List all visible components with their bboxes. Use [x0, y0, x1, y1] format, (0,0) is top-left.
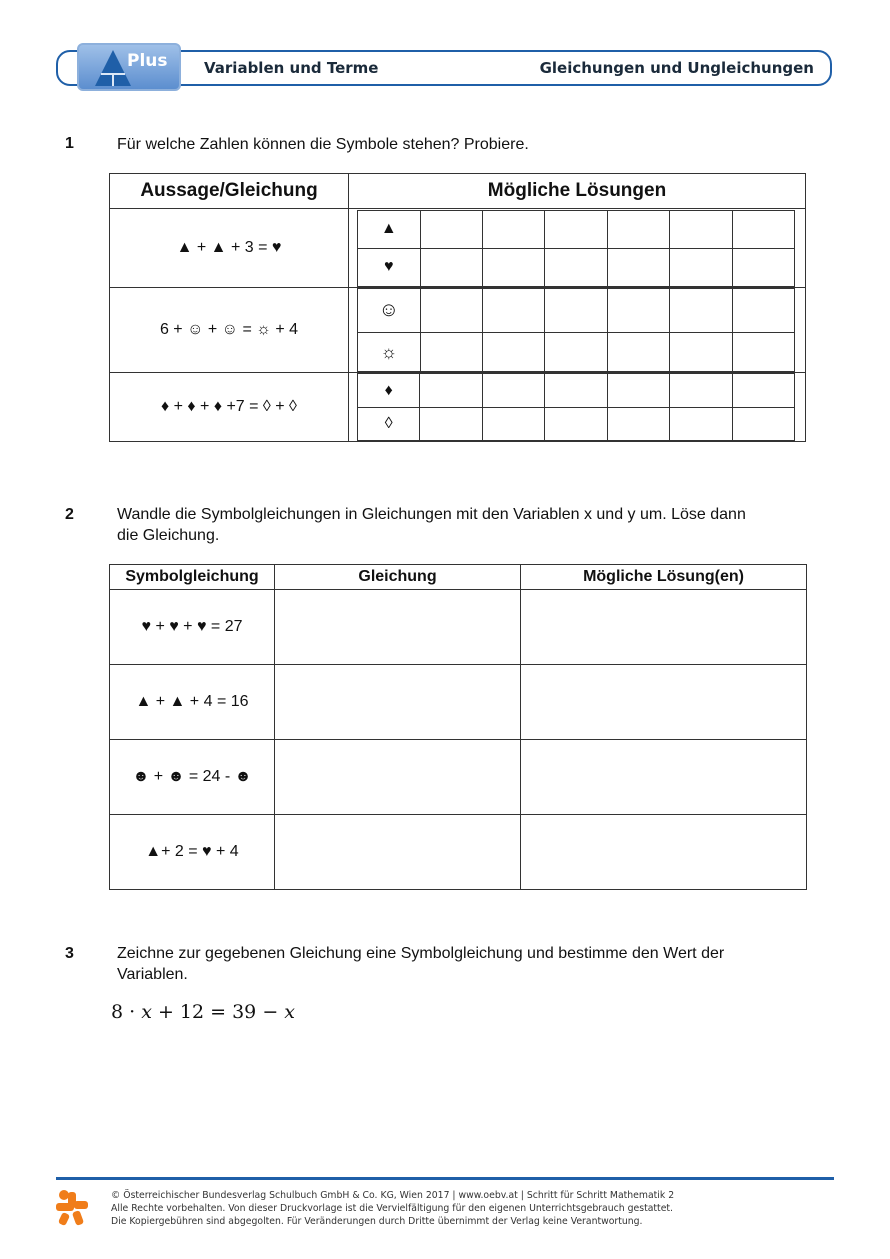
solution-grid — [357, 210, 795, 287]
answer-cell[interactable] — [482, 289, 544, 333]
symbol-cell: ☼ — [358, 333, 421, 372]
header-left-title: Variablen und Terme — [204, 59, 379, 77]
answer-cell[interactable] — [732, 248, 794, 286]
answer-cell[interactable] — [420, 289, 482, 333]
footer-line2: Alle Rechte vorbehalten. Von dieser Druckvorlage ist die Vervielfältigung für den eigenen Unterrichtsgebrauch gestattet. — [111, 1203, 674, 1214]
symbol-cell: ◊ — [358, 408, 420, 441]
answer-cell[interactable] — [670, 210, 732, 248]
task2-number: 2 — [65, 506, 74, 523]
answer-cell[interactable] — [482, 408, 544, 441]
task1-equation: ▲ + ▲ + 3 = ♥ — [110, 209, 349, 288]
answer-cell[interactable] — [732, 210, 794, 248]
plus-logo — [77, 43, 181, 91]
answer-cell[interactable] — [482, 210, 544, 248]
answer-cell[interactable] — [482, 374, 544, 408]
answer-cell[interactable] — [607, 374, 669, 408]
task2-header-symbol: Symbolgleichung — [110, 565, 275, 590]
logo-text: Plus — [127, 51, 168, 71]
answer-cell[interactable] — [670, 289, 732, 333]
equation-answer-cell[interactable] — [275, 590, 521, 665]
symbol-cell: ♥ — [358, 248, 421, 286]
solution-answer-cell[interactable] — [521, 815, 807, 890]
answer-cell[interactable] — [607, 289, 669, 333]
answer-cell[interactable] — [732, 333, 794, 372]
footer-line1: © Österreichischer Bundesverlag Schulbuch GmbH & Co. KG, Wien 2017 | www.oebv.at | Schritt für Schritt Mathematik 2 — [111, 1190, 675, 1201]
answer-cell[interactable] — [545, 289, 607, 333]
solution-answer-cell[interactable] — [521, 740, 807, 815]
answer-cell[interactable] — [732, 289, 794, 333]
symbol-equation: ▲ + ▲ + 4 = 16 — [110, 665, 275, 740]
publisher-logo-icon — [54, 1189, 92, 1227]
solution-grid — [357, 288, 795, 372]
answer-cell[interactable] — [670, 374, 732, 408]
answer-cell[interactable] — [420, 374, 482, 408]
answer-cell[interactable] — [607, 210, 669, 248]
equation-answer-cell[interactable] — [275, 665, 521, 740]
symbol-cell: ☺ — [358, 289, 421, 333]
footer-divider — [56, 1177, 834, 1180]
task1-number: 1 — [65, 135, 74, 152]
answer-cell[interactable] — [420, 210, 482, 248]
task1-equation: 6 + ☺ + ☺ = ☼ + 4 — [110, 288, 349, 373]
symbol-cell: ▲ — [358, 210, 421, 248]
answer-cell[interactable] — [545, 248, 607, 286]
answer-cell[interactable] — [732, 408, 794, 441]
answer-cell[interactable] — [545, 210, 607, 248]
solution-answer-cell[interactable] — [521, 665, 807, 740]
answer-cell[interactable] — [420, 408, 482, 441]
answer-cell[interactable] — [670, 333, 732, 372]
answer-cell[interactable] — [607, 333, 669, 372]
symbol-equation: ♥ + ♥ + ♥ = 27 — [110, 590, 275, 665]
answer-cell[interactable] — [482, 333, 544, 372]
footer-text — [111, 1189, 674, 1228]
task1-header-solutions: Mögliche Lösungen — [349, 174, 806, 209]
answer-cell[interactable] — [482, 248, 544, 286]
task3-number: 3 — [65, 945, 74, 962]
task2-instruction-line2: die Gleichung. — [117, 527, 220, 544]
task3-instruction-line1: Zeichne zur gegebenen Gleichung eine Symbolgleichung und bestimme den Wert der — [117, 945, 725, 962]
task1-equation: ♦ + ♦ + ♦ +7 = ◊ + ◊ — [110, 373, 349, 442]
task1-header-statement: Aussage/Gleichung — [110, 174, 349, 209]
equation-answer-cell[interactable] — [275, 740, 521, 815]
task2-table — [109, 564, 807, 890]
task1-instruction: Für welche Zahlen können die Symbole stehen? Probiere. — [117, 136, 529, 153]
answer-cell[interactable] — [545, 374, 607, 408]
solution-answer-cell[interactable] — [521, 590, 807, 665]
task1-table — [109, 173, 806, 442]
symbol-cell: ♦ — [358, 374, 420, 408]
task2-header-equation: Gleichung — [275, 565, 521, 590]
task3-formula: 8 · 𝑥 + 12 = 39 − 𝑥 — [111, 1001, 295, 1023]
equation-answer-cell[interactable] — [275, 815, 521, 890]
answer-cell[interactable] — [670, 248, 732, 286]
answer-cell[interactable] — [545, 408, 607, 441]
answer-cell[interactable] — [607, 408, 669, 441]
answer-cell[interactable] — [670, 408, 732, 441]
solution-grid — [357, 373, 795, 441]
symbol-equation: ▲+ 2 = ♥ + 4 — [110, 815, 275, 890]
answer-cell[interactable] — [420, 333, 482, 372]
answer-cell[interactable] — [732, 374, 794, 408]
symbol-equation: ☻ + ☻ = 24 - ☻ — [110, 740, 275, 815]
header-right-title: Gleichungen und Ungleichungen — [539, 59, 814, 77]
task2-header-solution: Mögliche Lösung(en) — [521, 565, 807, 590]
task3-instruction-line2: Variablen. — [117, 966, 188, 983]
task2-instruction-line1: Wandle die Symbolgleichungen in Gleichungen mit den Variablen x und y um. Löse dann — [117, 506, 746, 523]
footer-line3: Die Kopiergebühren sind abgegolten. Für Veränderungen durch Dritte übernimmt der Verlag keine Verantwortung. — [111, 1216, 643, 1227]
answer-cell[interactable] — [420, 248, 482, 286]
answer-cell[interactable] — [545, 333, 607, 372]
answer-cell[interactable] — [607, 248, 669, 286]
